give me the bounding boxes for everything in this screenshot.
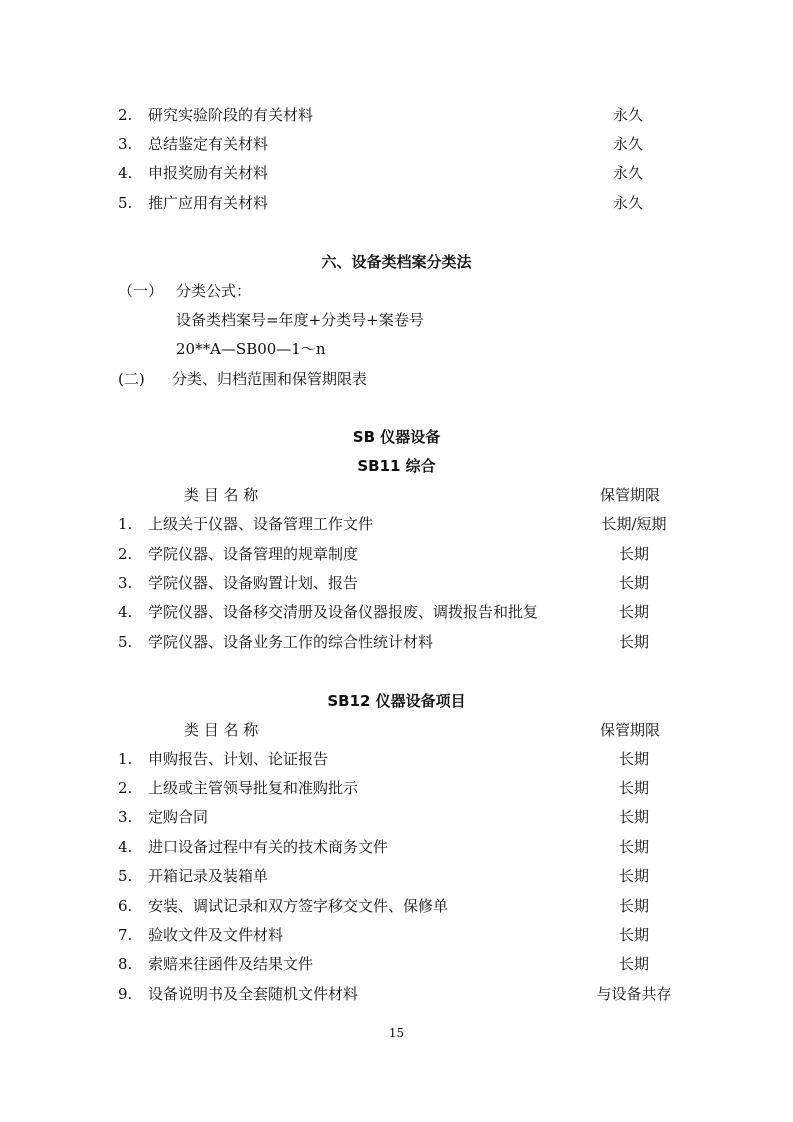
list-item <box>0 601 793 623</box>
item-period: 长期 <box>618 603 649 621</box>
sb-title: SB 仪器设备 <box>352 428 441 446</box>
item-text: 学院仪器、设备移交清册及设备仪器报废、调拨报告和批复 <box>148 603 539 621</box>
item-number: 2. <box>118 779 133 797</box>
list-item <box>0 104 793 126</box>
list-item <box>0 513 793 535</box>
list-item <box>0 162 793 184</box>
item-period: 永久 <box>612 106 643 124</box>
sb12-title: SB12 仪器设备项目 <box>327 692 466 710</box>
item-period: 长期/短期 <box>601 515 667 533</box>
sub1-label: （一） <box>118 282 164 300</box>
sb11-title: SB11 综合 <box>357 457 436 475</box>
item-text: 总结鉴定有关材料 <box>148 135 269 153</box>
sb11-col-period: 保管期限 <box>600 486 661 504</box>
item-period: 永久 <box>612 194 643 212</box>
item-period: 长期 <box>618 838 649 856</box>
list-item <box>0 631 793 653</box>
item-number: 5. <box>118 867 133 885</box>
list-item <box>0 924 793 946</box>
item-number: 1. <box>118 750 133 768</box>
sb12-col-name: 类 目 名 称 <box>184 721 259 739</box>
item-period: 永久 <box>612 164 643 182</box>
formula-line-2: 20**A—SB00—1～n <box>176 340 326 358</box>
item-text: 学院仪器、设备购置计划、报告 <box>148 574 359 592</box>
list-item <box>0 748 793 770</box>
item-number: 2. <box>118 106 133 124</box>
item-text: 安装、调试记录和双方签字移交文件、保修单 <box>148 897 449 915</box>
item-number: 7. <box>118 926 133 944</box>
item-text: 上级或主管领导批复和准购批示 <box>148 779 359 797</box>
list-item <box>0 983 793 1005</box>
item-text: 学院仪器、设备业务工作的综合性统计材料 <box>148 633 434 651</box>
sb12-col-period: 保管期限 <box>600 721 661 739</box>
item-text: 申购报告、计划、论证报告 <box>148 750 329 768</box>
item-number: 9. <box>118 985 133 1003</box>
item-text: 开箱记录及装箱单 <box>148 867 269 885</box>
item-number: 4. <box>118 838 133 856</box>
item-period: 永久 <box>612 135 643 153</box>
item-period: 长期 <box>618 633 649 651</box>
item-period: 长期 <box>618 955 649 973</box>
sub1-text: 分类公式： <box>176 282 252 300</box>
item-text: 学院仪器、设备管理的规章制度 <box>148 545 359 563</box>
section-six-title: 六、设备类档案分类法 <box>321 253 472 271</box>
item-number: 2. <box>118 545 133 563</box>
item-number: 1. <box>118 515 133 533</box>
list-item <box>0 806 793 828</box>
list-item <box>0 572 793 594</box>
item-number: 3. <box>118 574 133 592</box>
item-text: 验收文件及文件材料 <box>148 926 284 944</box>
item-text: 推广应用有关材料 <box>148 194 269 212</box>
list-item <box>0 895 793 917</box>
item-number: 3. <box>118 808 133 826</box>
item-text: 索赔来往函件及结果文件 <box>148 955 314 973</box>
item-text: 设备说明书及全套随机文件材料 <box>148 985 359 1003</box>
sub2-label: (二) <box>118 370 145 388</box>
item-text: 定购合同 <box>148 808 209 826</box>
item-period: 长期 <box>618 750 649 768</box>
item-text: 研究实验阶段的有关材料 <box>148 106 314 124</box>
item-period: 长期 <box>618 926 649 944</box>
item-text: 申报奖励有关材料 <box>148 164 269 182</box>
list-item <box>0 543 793 565</box>
item-period: 长期 <box>618 897 649 915</box>
list-item <box>0 777 793 799</box>
list-item <box>0 836 793 858</box>
item-period: 长期 <box>618 545 649 563</box>
item-period: 与设备共存 <box>596 985 672 1003</box>
item-number: 3. <box>118 135 133 153</box>
sb11-col-name: 类 目 名 称 <box>184 486 259 504</box>
item-period: 长期 <box>618 574 649 592</box>
list-item <box>0 953 793 975</box>
list-item <box>0 192 793 214</box>
item-text: 进口设备过程中有关的技术商务文件 <box>148 838 389 856</box>
item-period: 长期 <box>618 808 649 826</box>
list-item <box>0 865 793 887</box>
sub2-text: 分类、归档范围和保管期限表 <box>172 370 368 388</box>
item-period: 长期 <box>618 867 649 885</box>
item-number: 4. <box>118 603 133 621</box>
item-number: 6. <box>118 897 133 915</box>
page-number: 15 <box>388 1026 405 1040</box>
list-item <box>0 133 793 155</box>
item-number: 8. <box>118 955 133 973</box>
item-number: 4. <box>118 164 133 182</box>
item-period: 长期 <box>618 779 649 797</box>
item-text: 上级关于仪器、设备管理工作文件 <box>148 515 374 533</box>
formula-line-1: 设备类档案号=年度+分类号+案卷号 <box>176 311 424 329</box>
item-number: 5. <box>118 633 133 651</box>
item-number: 5. <box>118 194 133 212</box>
